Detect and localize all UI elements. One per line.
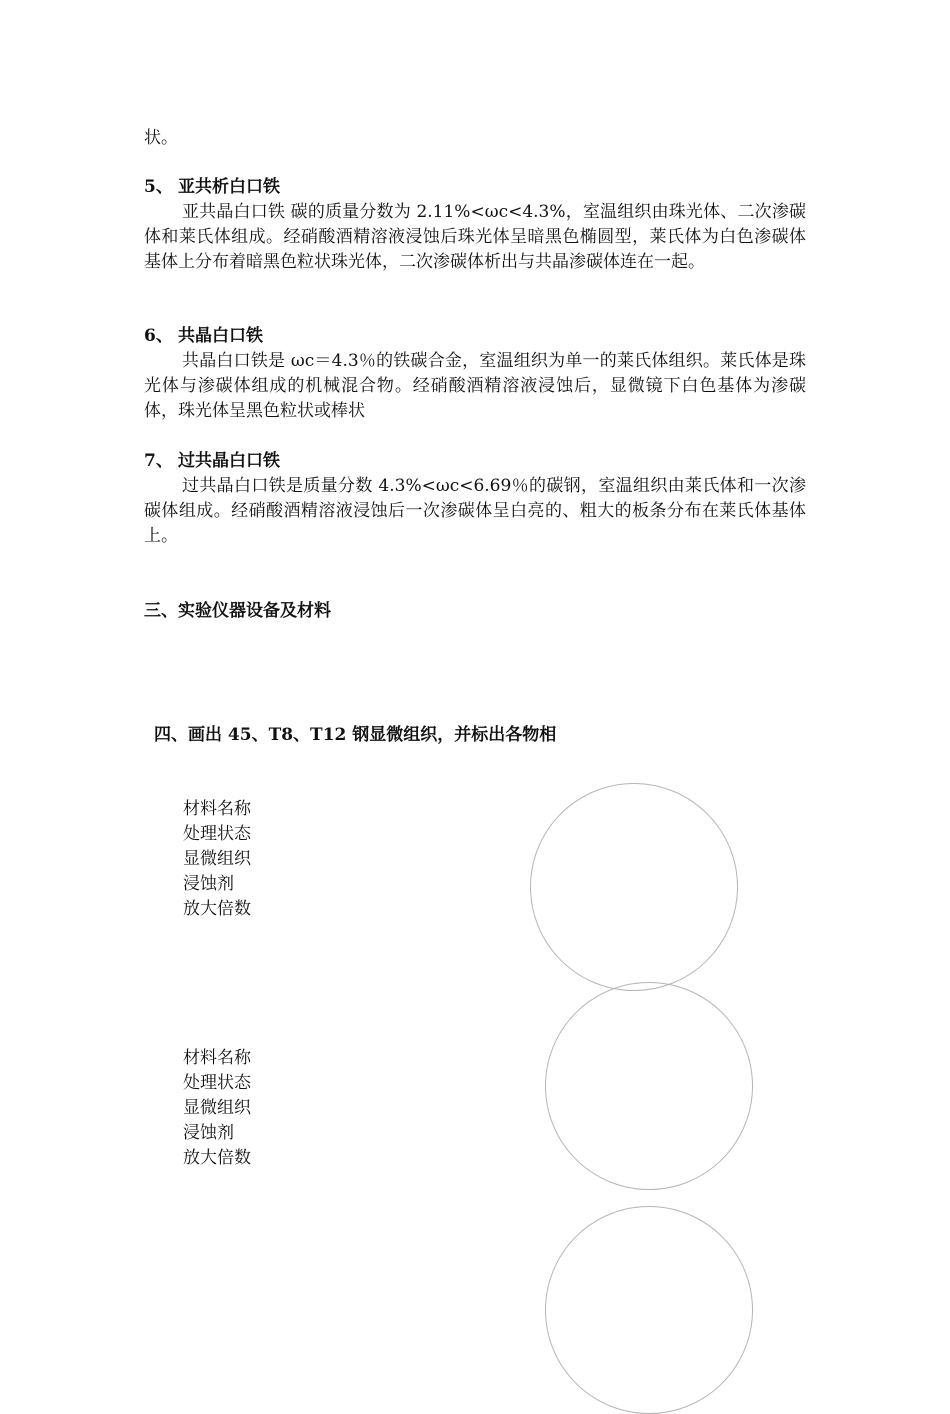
item-5-heading — [144, 175, 280, 200]
item-title: 共晶白口铁 — [178, 326, 263, 346]
item-7-body: 过共晶白口铁是质量分数 4.3%<ωc<6.69％的碳钢，室温组织由莱氏体和一次渗碳体组成。经硝酸酒精溶液浸蚀后一次渗碳体呈白亮的、粗大的板条分布在莱氏体基体上。 — [144, 476, 806, 546]
field-treatment-state: 处理状态 — [183, 1073, 251, 1093]
item-title: 亚共析白口铁 — [178, 177, 280, 197]
sample-2-fields — [183, 1046, 251, 1171]
item-6-heading — [144, 324, 263, 349]
field-microstructure: 显微组织 — [183, 849, 251, 869]
microscope-view-circle-3 — [545, 1206, 753, 1414]
item-7-heading — [144, 449, 280, 474]
continuation-text: 状。 — [144, 128, 178, 148]
field-magnification: 放大倍数 — [183, 1148, 251, 1168]
field-microstructure: 显微组织 — [183, 1098, 251, 1118]
section-3-title: 三、实验仪器设备及材料 — [144, 601, 331, 621]
field-treatment-state: 处理状态 — [183, 824, 251, 844]
item-5-body: 亚共晶白口铁 碳的质量分数为 2.11%<ωc<4.3%，室温组织由珠光体、二次渗碳体和莱氏体组成。经硝酸酒精溶液浸蚀后珠光体呈暗黑色椭圆型，莱氏体为白色渗碳体基体上分布着暗黑色粒状珠光体，二次渗碳体析出与共晶渗碳体连在一起。 — [144, 202, 806, 272]
microscope-view-circle-2 — [545, 982, 753, 1190]
section-4-title: 四、画出 45、T8、T12 钢显微组织，并标出各物相 — [154, 725, 557, 745]
item-number: 5、 — [144, 177, 173, 197]
field-material-name: 材料名称 — [183, 1048, 251, 1068]
microscope-view-circle-1 — [530, 783, 738, 991]
field-etchant: 浸蚀剂 — [183, 874, 234, 894]
field-etchant: 浸蚀剂 — [183, 1123, 234, 1143]
item-6-body: 共晶白口铁是 ωc＝4.3％的铁碳合金，室温组织为单一的莱氏体组织。莱氏体是珠光体与渗碳体组成的机械混合物。经硝酸酒精溶液浸蚀后，显微镜下白色基体为渗碳体，珠光体呈黑色粒状或棒状 — [144, 351, 806, 421]
item-title: 过共晶白口铁 — [178, 451, 280, 471]
item-number: 7、 — [144, 451, 173, 471]
sample-1-fields — [183, 797, 251, 922]
item-number: 6、 — [144, 326, 173, 346]
field-magnification: 放大倍数 — [183, 899, 251, 919]
field-material-name: 材料名称 — [183, 799, 251, 819]
